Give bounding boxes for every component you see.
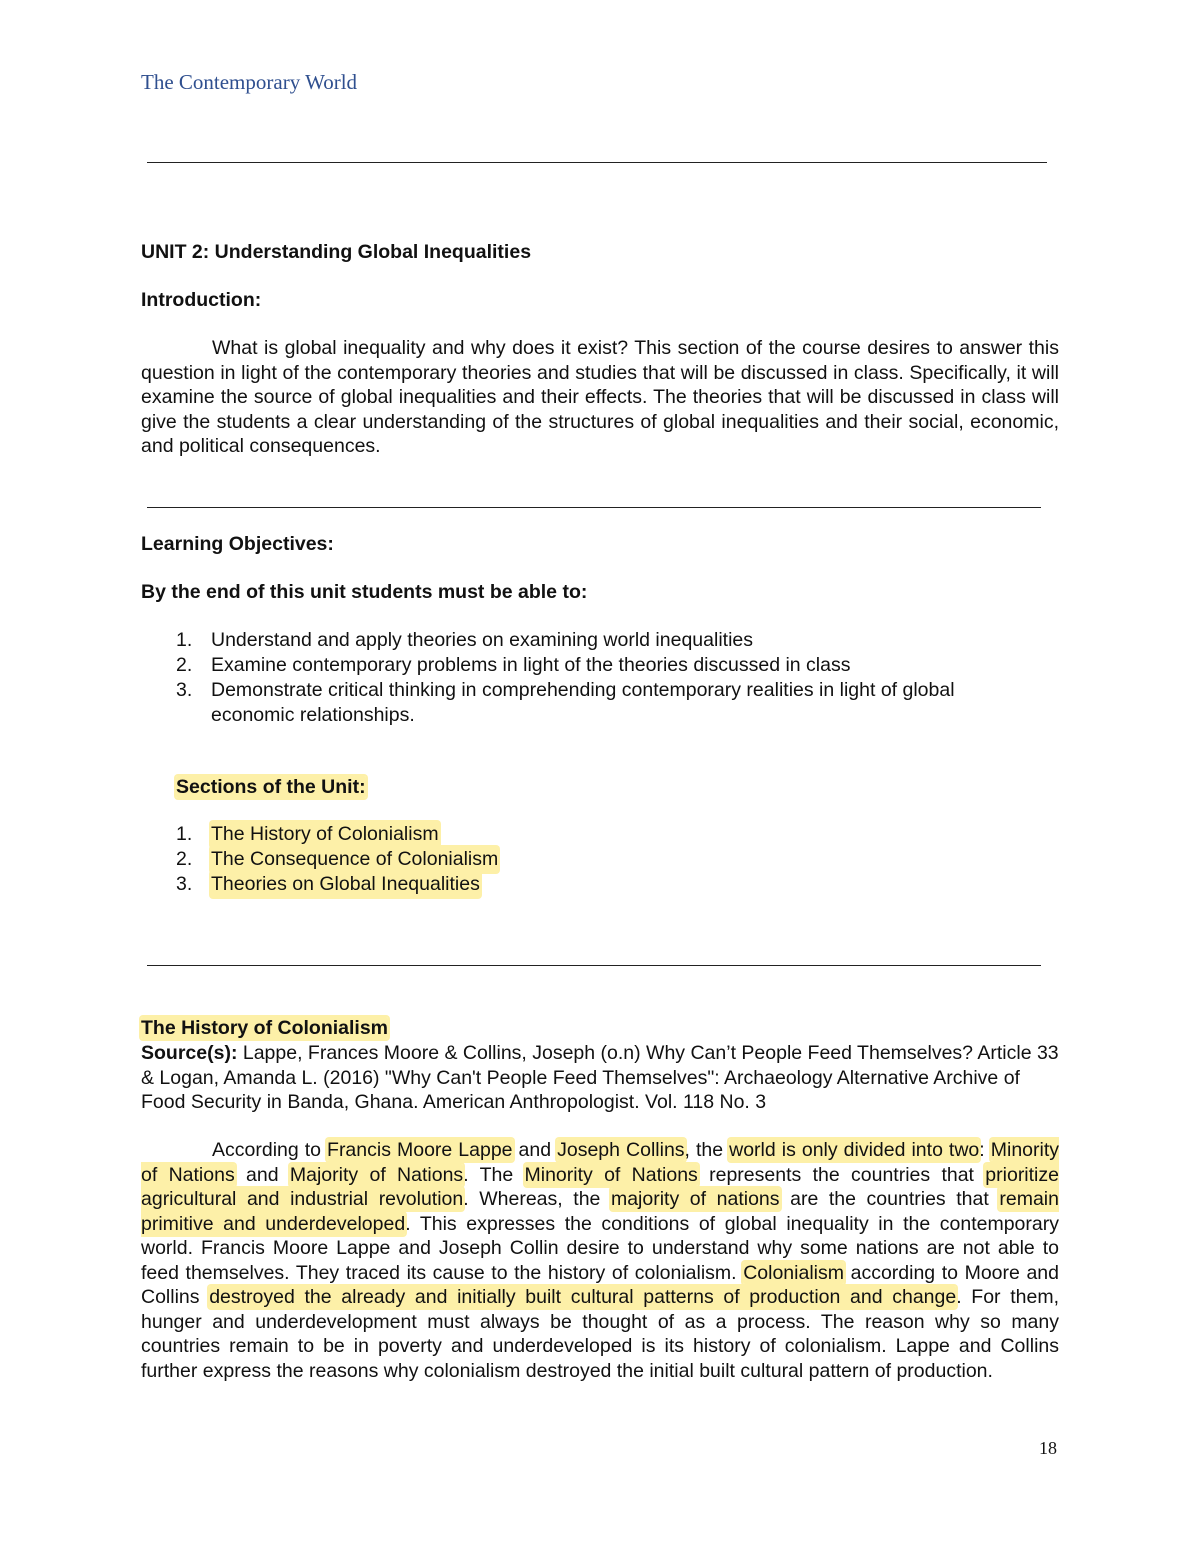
highlight: Colonialism xyxy=(743,1261,844,1284)
objectives-subheading: By the end of this unit students must be able to: xyxy=(141,581,588,603)
body-text: : xyxy=(979,1139,991,1161)
item-number: 1. xyxy=(176,823,193,845)
divider xyxy=(147,162,1047,163)
body-text: According to xyxy=(212,1139,328,1161)
item-number: 2. xyxy=(176,654,193,676)
intro-heading: Introduction: xyxy=(141,289,262,311)
source-text: Lappe, Frances Moore & Collins, Joseph (o.n) Why Can’t People Feed Themselves? Article 33 & Logan, Amanda L. (2016) "Why Can't People Feed Themselves": Archaeology Alternative Archive of Food Security in Banda, Ghana. American Anthropologist. Vol. 118 No. 3 xyxy=(141,1042,1059,1113)
page-number: 18 xyxy=(1039,1438,1057,1458)
list-item xyxy=(176,872,776,897)
item-number: 2. xyxy=(176,848,193,870)
intro-paragraph: What is global inequality and why does it exist? This section of the course desires to answer this question in light of the contemporary theories and studies that will be discussed in class. Specifically, it will examine the source of global inequalities and their effects. The theories that will be discussed in class will give the students a clear understanding of the structures of global inequalities and their social, economic, and political consequences. xyxy=(141,337,1059,457)
list-item xyxy=(176,628,1056,653)
highlight: world is only divided into two xyxy=(729,1139,980,1161)
list-item xyxy=(176,678,1056,728)
source-label: Source(s): xyxy=(141,1042,238,1064)
list-item xyxy=(176,653,1056,678)
sections-heading xyxy=(176,776,366,799)
item-text: Understand and apply theories on examining world inequalities xyxy=(211,629,754,651)
highlight: Minority of Nations xyxy=(141,1139,1060,1186)
item-text: The History of Colonialism xyxy=(211,823,439,845)
item-text: Demonstrate critical thinking in comprehending contemporary realities in light of global economic relationships. xyxy=(211,679,955,726)
objectives-list xyxy=(176,628,1056,728)
body-text: and xyxy=(234,1163,290,1186)
history-heading-text: The History of Colonialism xyxy=(141,1017,389,1039)
body-text: . This expresses the conditions of global inequality in the contemporary world. Francis Moore Lappe and Joseph Collin desire to understand why some nations are not able to feed themselves. They traced its cause to the history of colonialism. xyxy=(141,1212,1059,1284)
source-citation xyxy=(141,1041,1066,1115)
body-text: according to Moore and Collins xyxy=(141,1261,1059,1308)
highlight: Joseph Collins xyxy=(557,1139,685,1161)
sections-list xyxy=(176,822,776,897)
body-text: are the countries that xyxy=(779,1188,1000,1210)
objectives-heading: Learning Objectives: xyxy=(141,533,334,555)
body-text: . Whereas, the xyxy=(463,1188,611,1210)
item-text: Theories on Global Inequalities xyxy=(211,873,480,895)
item-number: 1. xyxy=(176,629,193,651)
highlight: remain primitive and underdeveloped xyxy=(141,1188,1059,1235)
body-text: . For them, hunger and underdevelopment must always be thought of as a process. The reason why so many countries remain to be in poverty and underdeveloped is its history of colonialism. Lappe and Collins further express the reasons why colonialism destroyed the initial built cultural pattern of production. xyxy=(141,1286,1059,1382)
list-item xyxy=(176,822,776,847)
highlight: majority of nations xyxy=(610,1188,780,1210)
highlight: Majority of Nations xyxy=(289,1163,464,1186)
running-header: The Contemporary World xyxy=(141,70,358,94)
history-paragraph xyxy=(141,1138,1059,1383)
divider xyxy=(147,965,1041,966)
highlight: Minority of Nations xyxy=(524,1163,698,1186)
item-number: 3. xyxy=(176,679,193,701)
item-text: The Consequence of Colonialism xyxy=(211,848,499,870)
item-text: Examine contemporary problems in light of the theories discussed in class xyxy=(211,654,851,676)
sections-heading-text: Sections of the Unit: xyxy=(176,776,366,798)
body-text: represents the countries that xyxy=(697,1163,986,1186)
unit-title: UNIT 2: Understanding Global Inequalities xyxy=(141,241,532,263)
highlight: Francis Moore Lappe xyxy=(327,1139,513,1161)
body-text: . The xyxy=(463,1163,525,1186)
body-text: and xyxy=(512,1139,558,1161)
highlight: prioritize agricultural and industrial revolution xyxy=(141,1163,1059,1210)
body-text: , the xyxy=(684,1139,730,1161)
divider xyxy=(147,507,1041,508)
highlight: destroyed the already and initially built cultural patterns of production and change xyxy=(209,1286,957,1308)
history-heading xyxy=(141,1017,388,1040)
item-number: 3. xyxy=(176,873,193,895)
list-item xyxy=(176,847,776,872)
